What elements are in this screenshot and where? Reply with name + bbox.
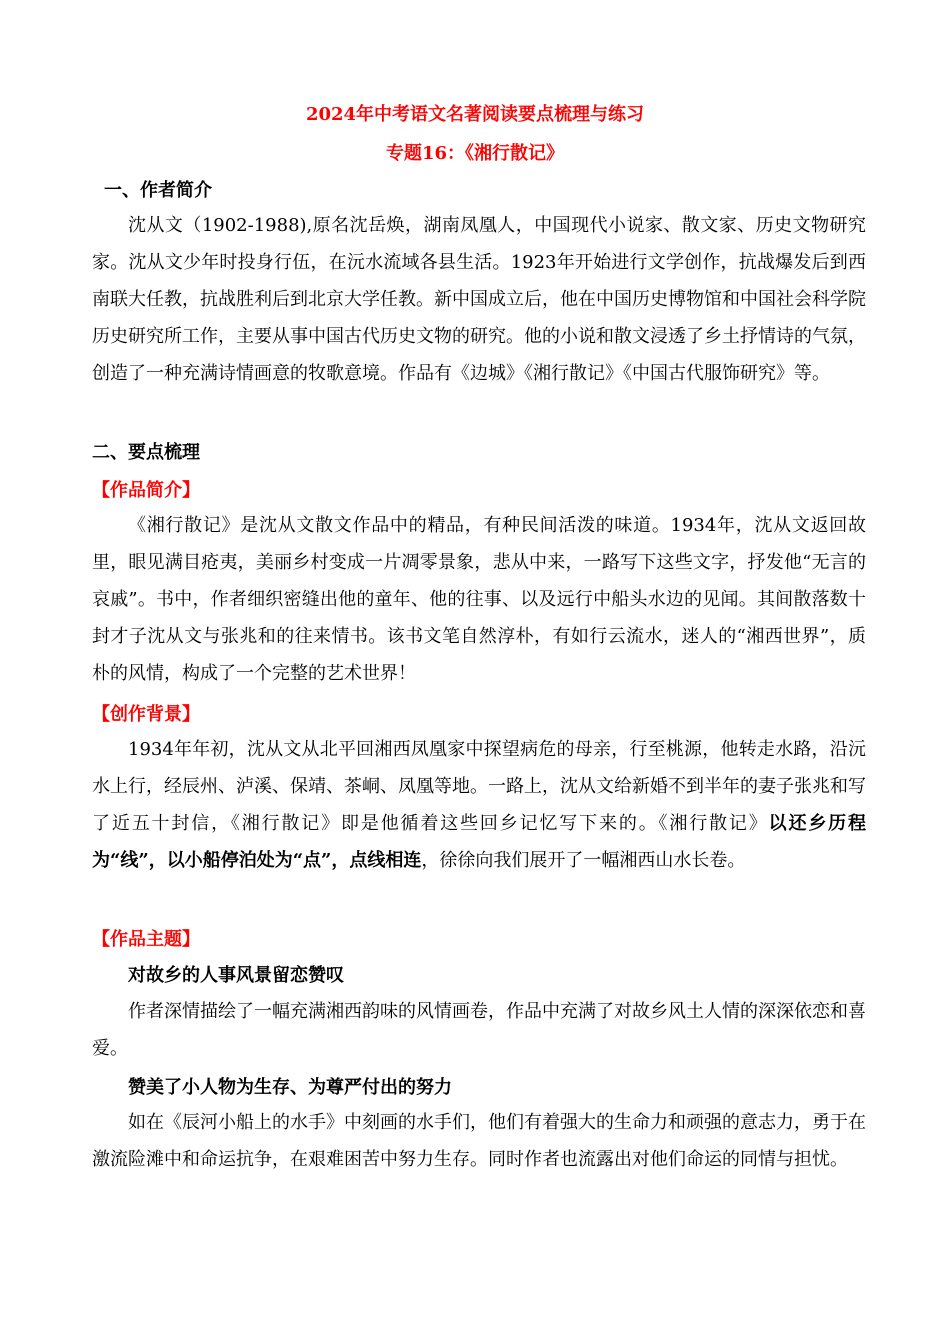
author-paragraph: 沈从文（1902-1988),原名沈岳焕，湖南凤凰人，中国现代小说家、散文家、历史文物研究家。沈从文少年时投身行伍，在沅水流域各县生活。1923年开始进行文学创作，抗战爆发后到西南联大任教，抗战胜利后到北京大学任教。新中国成立后，他在中国历史博物馆和中国社会科学院历史研究所工作，主要从事中国古代历史文物的研究。他的小说和散文浸透了乡土抒情诗的气氛，创造了一种充满诗情画意的牧歌意境。作品有《边城》《湘行散记》《中国古代服饰研究》等。 xyxy=(92,215,866,384)
theme-point-title: 赞美了小人物为生存、为尊严付出的努力 xyxy=(128,1077,452,1098)
section-heading-key-points: 二、要点梳理 xyxy=(92,442,200,463)
creation-background-paragraph xyxy=(92,731,866,879)
document-subtitle: 专题16：《湘行散记》 xyxy=(385,143,565,164)
background-text: 1934年年初，沈从文从北平回湘西凤凰家中探望病危的母亲，行至桃源，他转走水路，沿沅水上行，经辰州、泸溪、保靖、茶峒、凤凰等地。一路上，沈从文给新婚不到半年的妻子张兆和写了近五十封信，《湘行散记》即是他循着这些回乡记忆写下来的。《湘行散记》 xyxy=(92,739,866,834)
work-intro-paragraph: 《湘行散记》是沈从文散文作品中的精品，有种民间活泼的味道。1934年，沈从文返回故里，眼见满目疮夷，美丽乡村变成一片凋零景象，悲从中来，一路写下这些文字，抒发他“无言的哀戚”。书中，作者细织密缝出他的童年、他的往事、以及远行中船头水边的见闻。其间散落数十封才子沈从文与张兆和的往来情书。该书文笔自然淳朴，有如行云流水，迷人的“湘西世界”，质朴的风情，构成了一个完整的艺术世界！ xyxy=(92,515,866,684)
document-title: 2024年中考语文名著阅读要点梳理与练习 xyxy=(305,104,645,125)
tag-creation-background: 【创作背景】 xyxy=(92,704,200,725)
section-heading-author: 一、作者简介 xyxy=(104,180,212,201)
tag-work-intro: 【作品简介】 xyxy=(92,480,200,501)
theme-point-paragraph: 作者深情描绘了一幅充满湘西韵味的风情画卷，作品中充满了对故乡风土人情的深深依恋和喜爱。 xyxy=(92,1001,866,1059)
tag-work-theme: 【作品主题】 xyxy=(92,929,200,950)
theme-point-title: 对故乡的人事风景留恋赞叹 xyxy=(128,965,344,986)
theme-point-paragraph: 如在《辰河小船上的水手》中刻画的水手们，他们有着强大的生命力和顽强的意志力，勇于在激流险滩中和命运抗争，在艰难困苦中努力生存。同时作者也流露出对他们命运的同情与担忧。 xyxy=(92,1112,866,1170)
background-bold-text: 以还乡历程为“线”，以小船停泊处为“点”，点线相连 xyxy=(92,813,867,871)
background-tail-text: ，徐徐向我们展开了一幅湘西山水长卷。 xyxy=(421,850,746,871)
